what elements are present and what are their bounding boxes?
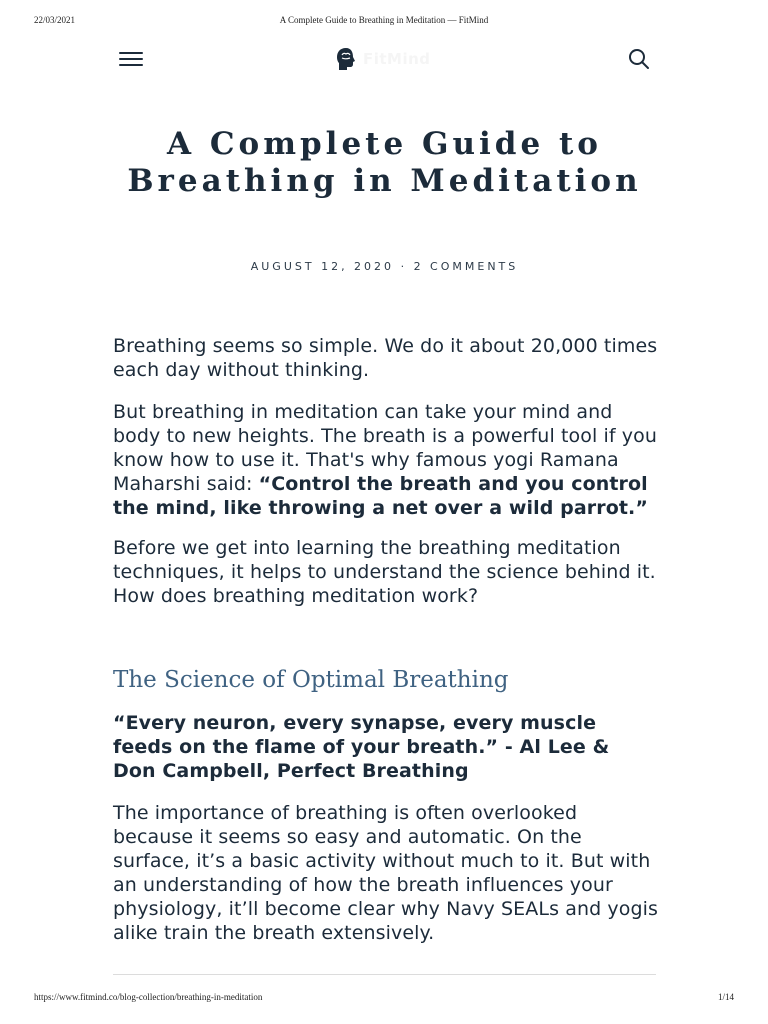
logo-text: FitMind (363, 50, 431, 68)
blockquote: “Every neuron, every synapse, every muscle feeds on the flame of your breath.” - Al Lee & Don Campbell, Perfect Breathing (113, 712, 610, 782)
meta-separator: · (400, 260, 408, 273)
page-number: 1/14 (717, 992, 734, 1002)
print-header (0, 15, 768, 29)
paragraph-science-intro: Before we get into learning the breathing meditation techniques, it helps to understand the science behind it. How does breathing meditation work? (113, 537, 656, 607)
comments-link[interactable]: 2 COMMENTS (413, 260, 519, 273)
search-icon[interactable] (628, 48, 650, 70)
site-header (113, 44, 656, 74)
article-date: AUGUST 12, 2020 (250, 260, 395, 273)
article-title: A Complete Guide to Breathing in Meditation (127, 126, 642, 199)
print-footer (0, 992, 768, 1006)
paragraph-intro: Breathing seems so simple. We do it about 20,000 times each day without thinking. (113, 335, 658, 381)
print-document-title: A Complete Guide to Breathing in Meditation — FitMind (279, 15, 489, 25)
print-date: 22/03/2021 (34, 15, 76, 25)
paragraph-importance: The importance of breathing is often overlooked because it seems so easy and automatic. On the surface, it’s a basic activity without much to it. But with an understanding of how the breath influences your physiology, it’ll become clear why Navy SEALs and yogis alike train the breath extensively. (113, 802, 658, 944)
hamburger-menu-icon[interactable] (119, 50, 145, 68)
article-meta (113, 260, 656, 273)
head-brain-icon (335, 47, 357, 71)
paragraph-text: But breathing in meditation can take your mind and body to new heights. The breath is a powerful tool if you know how to use it. That's why famous yogi Ramana Maharshi said: (113, 401, 657, 495)
section-heading: The Science of Optimal Breathing (113, 667, 509, 693)
print-url: https://www.fitmind.co/blog-collection/breathing-in-meditation (34, 992, 263, 1002)
divider (113, 974, 656, 975)
paragraph-quote-intro (113, 400, 658, 520)
bold-quote: “Control the breath and you control the mind, like throwing a net over a wild parrot.” (113, 473, 648, 519)
